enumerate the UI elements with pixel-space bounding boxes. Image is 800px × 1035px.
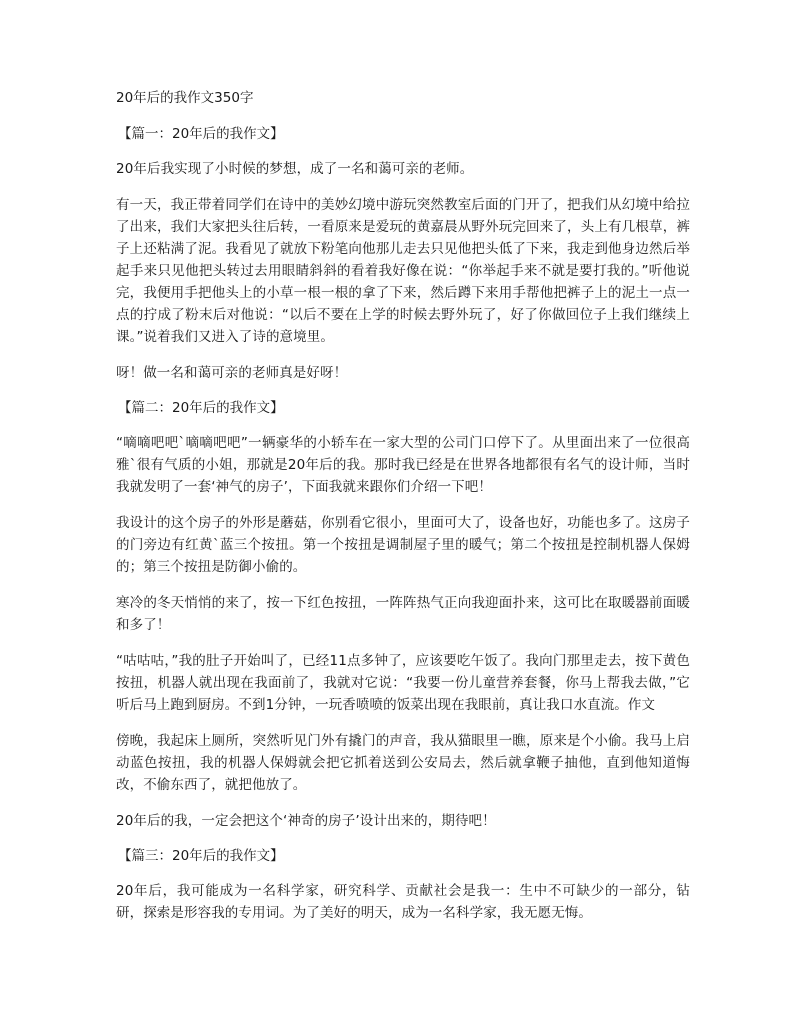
paragraph: 寒冷的冬天悄悄的来了，按一下红色按扭，一阵阵热气正向我迎面扑来，这可比在取暖器前面暖和多了！: [116, 595, 690, 633]
paragraph: 呀！做一名和蔼可亲的老师真是好呀！: [116, 365, 348, 381]
section-heading-3: 【篇三：20年后的我作文】: [118, 848, 284, 864]
section-heading-1: 【篇一：20年后的我作文】: [118, 126, 284, 142]
paragraph: “嘀嘀吧吧`嘀嘀吧吧”一辆豪华的小轿车在一家大型的公司门口停下了。从里面出来了一位很高雅`很有气质的小姐，那就是20年后的我。那时我已经是在世界各地都很有名气的设计师，当时我就发明了一套‘神气的房子’，下面我就来跟你们介绍一下吧！: [116, 435, 690, 495]
paragraph: 我设计的这个房子的外形是蘑菇，你别看它很小，里面可大了，设备也好，功能也多了。这房子的门旁边有红黄`蓝三个按扭。第一个按扭是调制屋子里的暖气；第二个按扭是控制机器人保姆的；第三个按扭是防御小偷的。: [116, 515, 690, 575]
paragraph: 有一天，我正带着同学们在诗中的美妙幻境中游玩突然教室后面的门开了，把我们从幻境中给拉了出来，我们大家把头往后转，一看原来是爱玩的黄嘉晨从野外玩完回来了，头上有几根草，裤子上还粘满了泥。我看见了就放下粉笔向他那儿走去只见他把头低了下来，我走到他身边然后举起手来只见他把头转过去用眼睛斜斜的看着我好像在说：“你举起手来不就是要打我的。”听他说完，我便用手把他头上的小草一根一根的拿了下来，然后蹲下来用手帮他把裤子上的泥土一点一点的拧成了粉末后对他说：“以后不要在上学的时候去野外玩了，好了你做回位子上我们继续上课。”说着我们又进入了诗的意境里。: [116, 197, 690, 345]
section-heading-2: 【篇二：20年后的我作文】: [118, 400, 284, 416]
document-page: [116, 88, 690, 938]
paragraph: 20年后的我，一定会把这个‘神奇的房子’设计出来的，期待吧！: [116, 813, 496, 829]
paragraph: 20年后我实现了小时候的梦想，成了一名和蔼可亲的老师。: [116, 161, 474, 177]
paragraph: 傍晚，我起床上厕所，突然听见门外有撬门的声音，我从猫眼里一瞧，原来是个小偷。我马上启动蓝色按扭，我的机器人保姆就会把它抓着送到公安局去，然后就拿鞭子抽他，直到他知道悔改，不偷东西了，就把他放了。: [116, 733, 690, 793]
document-title: 20年后的我作文350字: [116, 90, 254, 106]
paragraph: “咕咕咕，”我的肚子开始叫了，已经11点多钟了，应该要吃午饭了。我向门那里走去，按下黄色按扭，机器人就出现在我面前了，我就对它说：“我要一份儿童营养套餐，你马上帮我去做，”它听后马上跑到厨房。不到1分钟，一玩香喷喷的饭菜出现在我眼前，真让我口水直流。作文: [116, 653, 690, 713]
paragraph: 20年后，我可能成为一名科学家，研究科学、贡献社会是我一：生中不可缺少的一部分，钻研，探索是形容我的专用词。为了美好的明天，成为一名科学家，我无愿无悔。: [116, 883, 690, 921]
